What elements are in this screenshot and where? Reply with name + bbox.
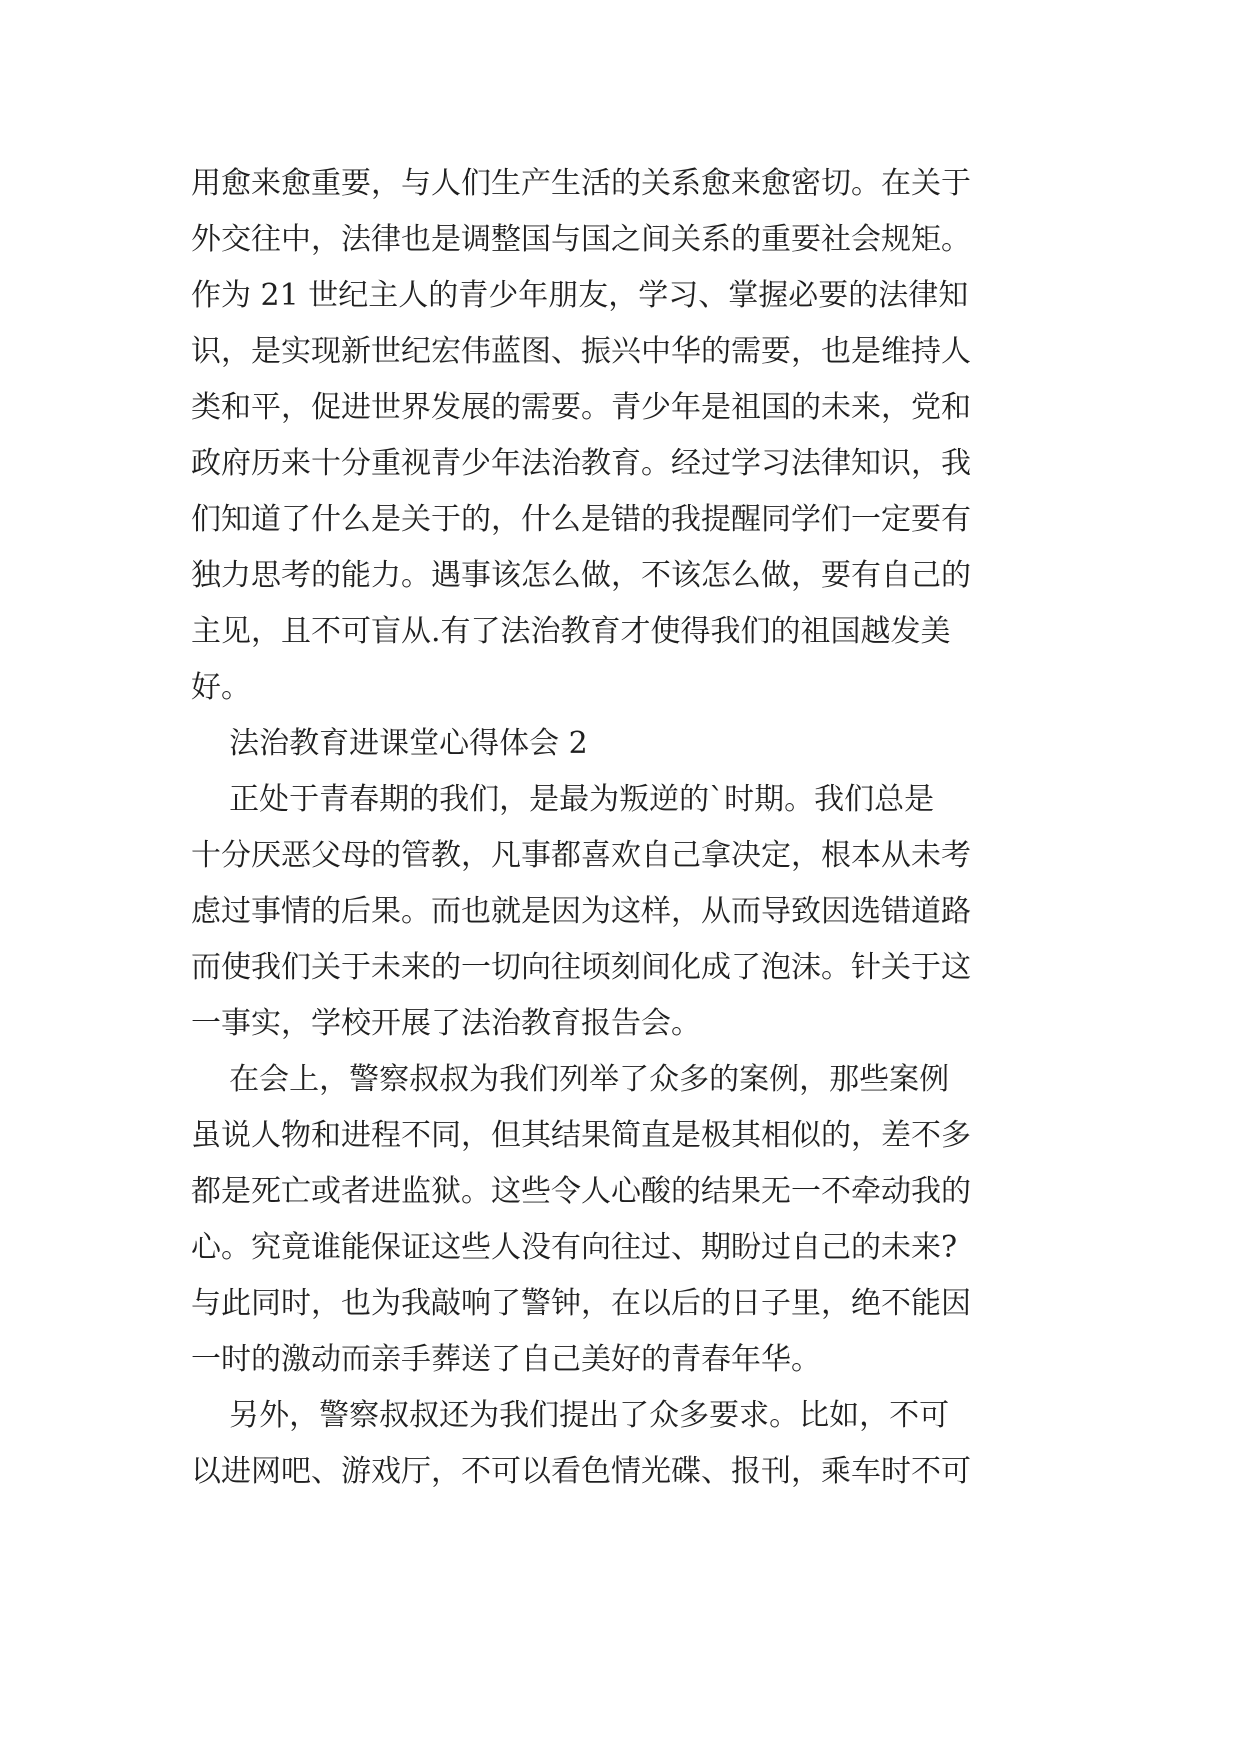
text-line: 另外，警察叔叔还为我们提出了众多要求。比如，不可 (191, 1398, 950, 1433)
text-line: 心。究竟谁能保证这些人没有向往过、期盼过自己的未来? (191, 1230, 958, 1265)
text-line: 外交往中，法律也是调整国与国之间关系的重要社会规矩。 (191, 222, 971, 257)
text-line: 而使我们关于未来的一切向往顷刻间化成了泡沫。针关于这 (191, 950, 971, 985)
text-line: 正处于青春期的我们，是最为叛逆的`时期。我们总是 (191, 782, 935, 817)
text-line: 们知道了什么是关于的，什么是错的我提醒同学们一定要有 (191, 502, 971, 537)
text-line: 虽说人物和进程不同，但其结果简直是极其相似的，差不多 (191, 1118, 971, 1153)
text-line: 虑过事情的后果。而也就是因为这样，从而导致因选错道路 (191, 894, 971, 929)
text-line: 政府历来十分重视青少年法治教育。经过学习法律知识，我 (191, 446, 971, 481)
text-line: 好。 (191, 670, 251, 705)
text-line: 一事实，学校开展了法治教育报告会。 (191, 1006, 701, 1041)
section-heading: 法治教育进课堂心得体会 2 (191, 726, 588, 761)
text-line: 独力思考的能力。遇事该怎么做，不该怎么做，要有自己的 (191, 558, 971, 593)
text-line: 用愈来愈重要，与人们生产生活的关系愈来愈密切。在关于 (191, 166, 971, 201)
text-line: 十分厌恶父母的管教，凡事都喜欢自己拿决定，根本从未考 (191, 838, 971, 873)
body-text (191, 156, 1061, 1500)
text-line: 在会上，警察叔叔为我们列举了众多的案例，那些案例 (191, 1062, 950, 1097)
text-line: 类和平，促进世界发展的需要。青少年是祖国的未来，党和 (191, 390, 971, 425)
text-line: 作为 21 世纪主人的青少年朋友，学习、掌握必要的法律知 (191, 278, 969, 313)
text-line: 主见，且不可盲从.有了法治教育才使得我们的祖国越发美 (191, 614, 951, 649)
text-line: 一时的激动而亲手葬送了自己美好的青春年华。 (191, 1342, 821, 1377)
text-line: 识，是实现新世纪宏伟蓝图、振兴中华的需要，也是维持人 (191, 334, 971, 369)
text-line: 以进网吧、游戏厅，不可以看色情光碟、报刊，乘车时不可 (191, 1454, 971, 1489)
text-line: 与此同时，也为我敲响了警钟，在以后的日子里，绝不能因 (191, 1286, 971, 1321)
text-line: 都是死亡或者进监狱。这些令人心酸的结果无一不牵动我的 (191, 1174, 971, 1209)
